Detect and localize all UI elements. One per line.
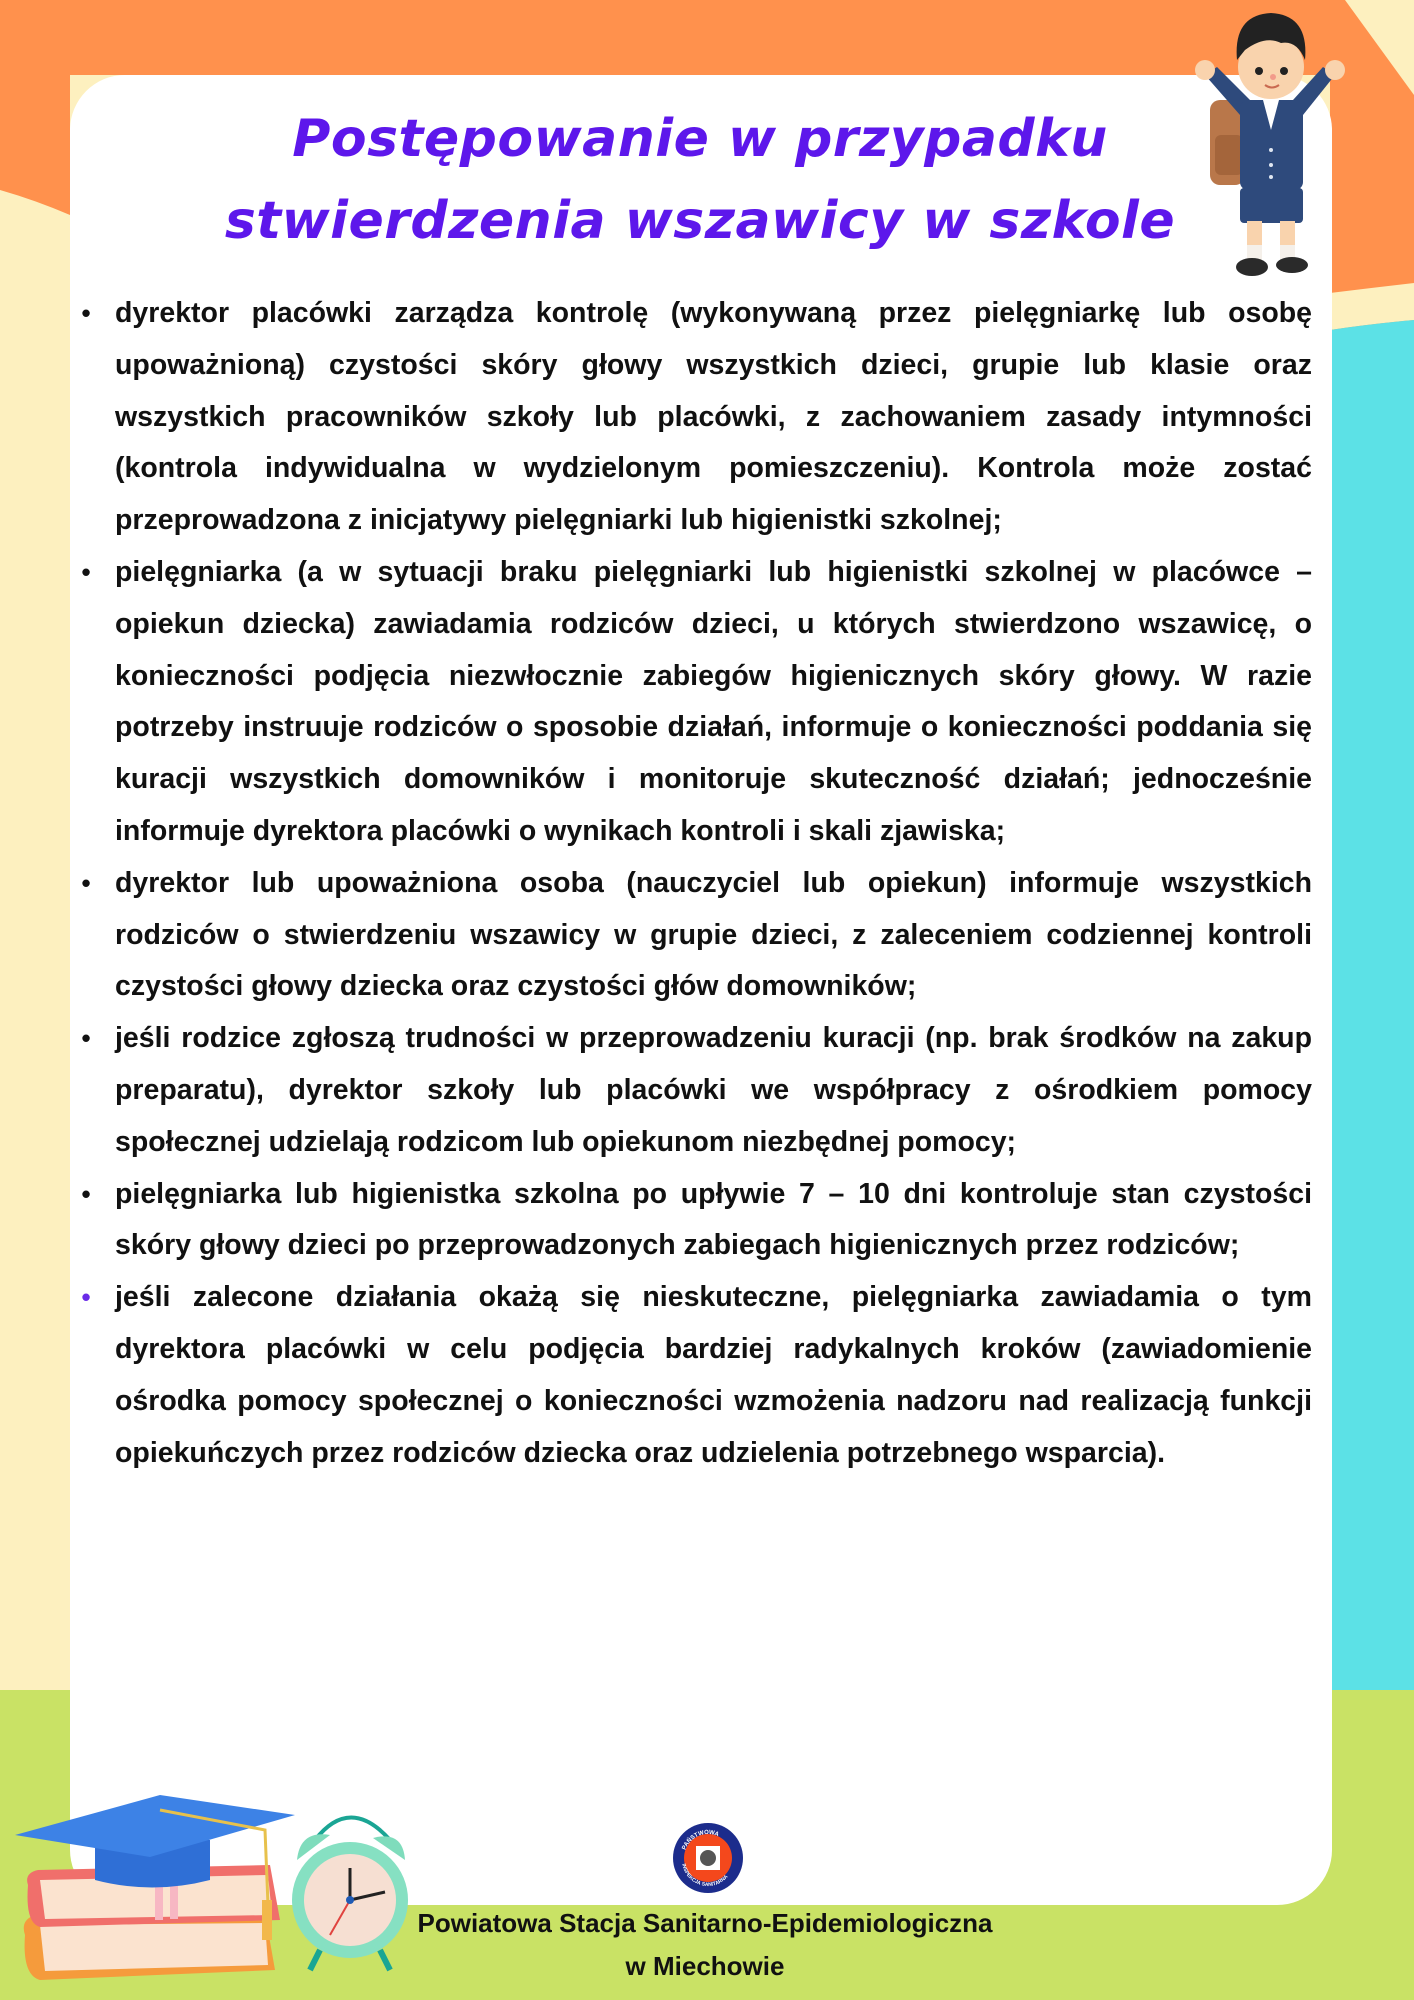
list-item xyxy=(80,1169,1312,1273)
list-item-text: dyrektor placówki zarządza kontrolę (wykonywaną przez pielęgniarkę lub osobę upoważnioną) czystości skóry głowy wszystkich dzieci, grupie lub klasie oraz wszystkich pracowników szkoły lub placówki, z zachowaniem zasady intymności (kontrola indywidualna w wydzielonym pomieszczeniu). Kontrola może zostać przeprowadzona z inicjatywy pielęgniarki lub higienistki szkolnej; xyxy=(115,297,1312,537)
page-title xyxy=(90,98,1310,262)
list-item-text: jeśli rodzice zgłoszą trudności w przeprowadzeniu kuracji (np. brak środków na zakup preparatu), dyrektor szkoły lub placówki we współpracy z ośrodkiem pomocy społecznej udzielają rodzicom lub opiekunom niezbędnej pomocy; xyxy=(115,1022,1312,1158)
list-item xyxy=(80,1013,1312,1168)
footer-line-2: w Miechowie xyxy=(625,1951,785,1981)
list-item xyxy=(80,1272,1312,1479)
footer-line-1: Powiatowa Stacja Sanitarno-Epidemiologiczna xyxy=(417,1908,993,1938)
list-item xyxy=(80,858,1312,1013)
footer-organization xyxy=(380,1902,1030,1988)
bullet-icon: • xyxy=(81,556,91,587)
bullet-icon: • xyxy=(81,1178,91,1209)
list-item xyxy=(80,547,1312,858)
list-item xyxy=(80,288,1312,547)
bullet-icon: • xyxy=(81,1282,91,1313)
logo-top-text: PAŃSTWOWA xyxy=(681,1829,720,1851)
title-line-2: stwierdzenia wszawicy w szkole xyxy=(224,191,1176,251)
schoolboy-illustration xyxy=(1185,5,1355,285)
list-item-text: pielęgniarka (a w sytuacji braku pielęgniarki lub higienistki szkolnej w placówce – opiekun dziecka) zawiadamia rodziców dzieci, u których stwierdzono wszawicę, o konieczności podjęcia niezwłocznie zabiegów higienicznych skóry głowy. W razie potrzeby instruuje rodziców o sposobie działań, informuje o konieczności poddania się kuracji wszystkich domowników i monitoruje skuteczność działań; jednocześnie informuje dyrektora placówki o wynikach kontroli i skali zjawiska; xyxy=(115,555,1312,847)
sanitary-inspection-logo xyxy=(672,1822,744,1894)
list-item-text: dyrektor lub upoważniona osoba (nauczyciel lub opiekun) informuje wszystkich rodziców o stwierdzeniu wszawicy w grupie dzieci, z zaleceniem codziennej kontroli czystości głowy dziecka oraz czystości głów domowników; xyxy=(115,866,1312,1003)
books-graduation-cap-illustration xyxy=(10,1785,300,2000)
logo-bottom-text: INSPEKCJA SANITARNA xyxy=(680,1863,730,1889)
title-line-1: Postępowanie w przypadku xyxy=(292,109,1108,169)
list-item-text: pielęgniarka lub higienistka szkolna po upływie 7 – 10 dni kontroluje stan czystości skóry głowy dzieci po przeprowadzonych zabiegach higienicznych przez rodziców; xyxy=(115,1177,1312,1262)
procedure-list xyxy=(80,288,1312,1479)
bullet-icon: • xyxy=(81,1023,91,1054)
list-item-text: jeśli zalecone działania okażą się nieskuteczne, pielęgniarka zawiadamia o tym dyrektora placówki w celu podjęcia bardziej radykalnych kroków (zawiadomienie ośrodka pomocy społecznej o konieczności wzmożenia nadzoru nad realizacją funkcji opiekuńczych przez rodziców dziecka oraz udzielenia potrzebnego wsparcia). xyxy=(115,1281,1312,1469)
bullet-icon: • xyxy=(81,867,91,898)
bullet-icon: • xyxy=(81,298,91,328)
